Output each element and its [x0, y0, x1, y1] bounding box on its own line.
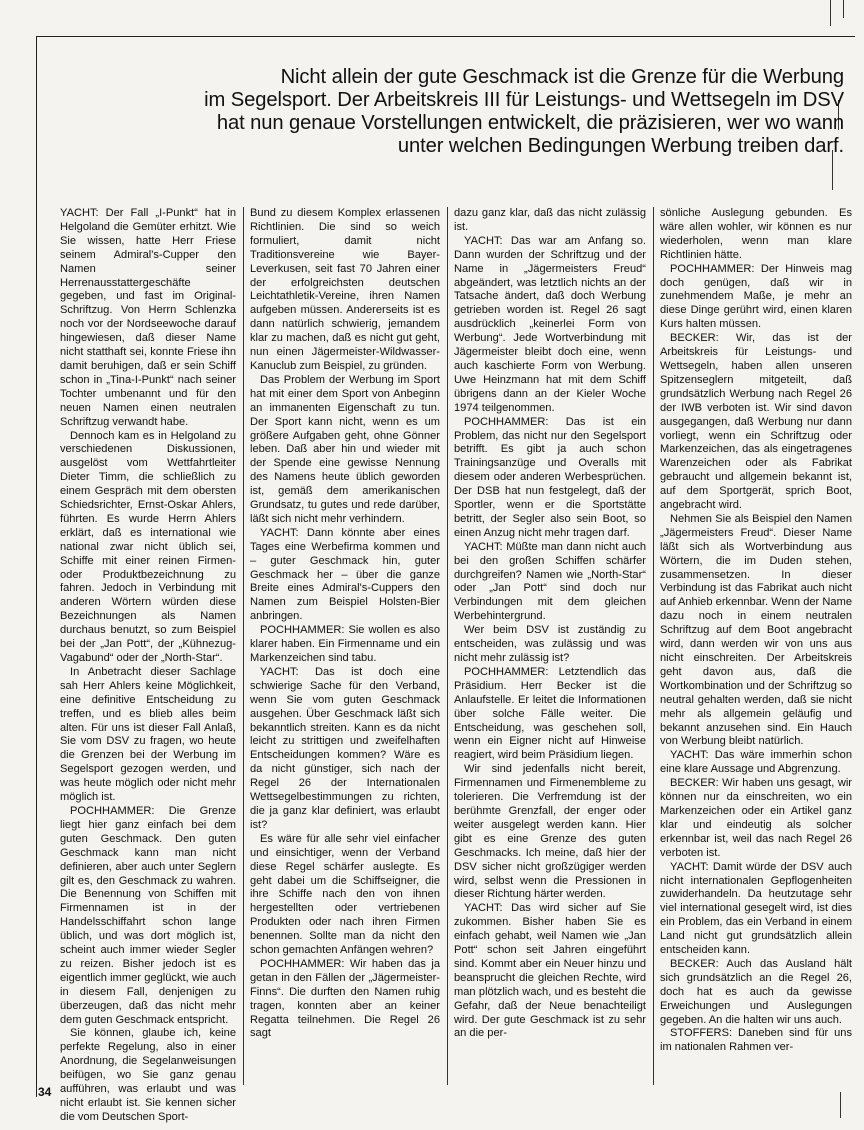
paragraph: Wir sind jedenfalls nicht bereit, Firmennamen und Firmenembleme zu tolerieren. Die Verfremdung ist der berühmte Grenzfall, der enger oder weiter ausgelegt werden kann. Hier gibt es eine Grenze des guten Geschmacks. Ich meine, daß hier der DSV sicher nicht großzügiger werden wird, selbst wenn die Pressionen in dieser Richtung härter werden. [454, 763, 646, 901]
paragraph: YACHT: Das wäre immerhin schon eine klare Aussage und Abgrenzung. [660, 749, 852, 776]
paragraph: Nehmen Sie als Beispiel den Namen „Jägermeisters Freud“. Dieser Name läßt sich als Wortverbindung aus Wörtern, die im Duden stehen, zusammensetzen. In dieser Verbindung ist das Fabrikat auch nicht auf Anhieb erkennbar. Wenn der Name dazu noch in einem neutralen Schriftzug auf dem Boot angebracht wird, dann werden wir von uns aus nicht einschreiten. Der Arbeitskreis geht davon aus, daß die Wortkombination und der Schriftzug so neutral gehalten werden, daß sie nicht mehr als allgemein geläufig und bekannt anzusehen sind. Ein Hauch von Werbung bleibt natürlich. [660, 512, 852, 748]
text-column-4 [660, 207, 852, 1125]
paragraph: POCHHAMMER: Sie wollen es also klarer haben. Ein Firmenname und ein Markenzeichen sind tabu. [250, 624, 440, 664]
paragraph: Das Problem der Werbung im Sport hat mit einer dem Sport von Anbeginn an immanenten Eigenschaft zu tun. Der Sport kann nicht, wenn es um größere Aufgaben geht, ohne Gönner leben. Daß aber hin und wieder mit der Spende eine gewisse Nennung des Namens heute üblich geworden ist, gemäß dem amerikanischen Grundsatz, tu gutes und rede darüber, läßt sich nicht mehr verhindern. [250, 373, 440, 525]
paragraph: POCHHAMMER: Wir haben das ja getan in den Fällen der „Jägermeister-Finns“. Die durften den Namen ruhig tragen, konnten aber an keiner Regatta teilnehmen. Die Regel 26 sagt [250, 957, 440, 1040]
paragraph: In Anbetracht dieser Sachlage sah Herr Ahlers keine Möglichkeit, eine definitive Entscheidung zu treffen, und es blieb alles beim alten. Für uns ist dieser Fall Anlaß, Sie vom DSV zu fragen, wo heute die Grenzen bei der Werbung im Segelsport gezogen werden, und was heute möglich oder nicht mehr möglich ist. [60, 665, 236, 804]
paragraph: YACHT: Damit würde der DSV auch nicht internationalen Gepflogenheiten zuwiderhandeln. Da heutzutage sehr viel international gesegelt wird, ist dies ein Problem, das ein Verband in einem Land nicht gut grundsätzlich allein entscheiden kann. [660, 860, 852, 957]
text-column-2 [250, 207, 440, 1125]
paragraph: Bund zu diesem Komplex erlassenen Richtlinien. Die sind so weich formuliert, damit nicht Traditionsvereine wie Bayer-Leverkusen, seit fast 70 Jahren einer der erfolgreichsten deutschen Leichtathletik-Vereine, ihren Namen aufgeben müssen. Andererseits ist es dann natürlich schwierig, jemandem klar zu machen, daß es nicht gut geht, nun einen Jägermeister-Wildwasser-Kanuclub zum Beispiel, zu gründen. [250, 207, 440, 372]
paragraph: Wer beim DSV ist zuständig zu entscheiden, was zulässig und was nicht mehr zulässig ist? [454, 624, 646, 664]
text-column-1 [60, 207, 236, 1125]
article-deck [104, 66, 844, 158]
paragraph: STOFFERS: Daneben sind für uns im nationalen Rahmen ver- [660, 1027, 852, 1054]
article-body [60, 207, 852, 1123]
deck-line: Nicht allein der gute Geschmack ist die Grenze für die Werbung [280, 66, 844, 88]
paragraph: YACHT: Das ist doch eine schwierige Sache für den Verband, wenn Sie vom guten Geschmack ausgehen. Über Geschmack läßt sich bekanntlich streiten. Kann es da nicht leicht zu strittigen und zweifelhaften Entscheidungen kommen? Wäre es da nicht günstiger, sich nach der Regel 26 der Internationalen Wettsegelbestimmungen zu richten, die ja ganz klar definiert, was erlaubt ist? [250, 665, 440, 831]
paragraph: BECKER: Wir, das ist der Arbeitskreis für Leistungs- und Wettsegeln, haben allen unseren Spitzenseglern mitgeteilt, daß grundsätzlich Werbung nach Regel 26 der IWB verboten ist. Wir sind davon ausgegangen, daß Werbung nur dann vorliegt, wenn ein Schriftzug oder Markenzeichen, das als eingetragenes Warenzeichen oder als Fabrikat gebraucht und allgemein bekannt ist, auf dem Sportgerät, sprich Boot, angebracht wird. [660, 332, 852, 512]
paragraph: Dennoch kam es in Helgoland zu verschiedenen Diskussionen, ausgelöst vom Wettfahrtleiter Dieter Timm, die schließlich zu einem Gespräch mit dem obersten Schiedsrichter, Ernst-Oskar Ahlers, führten. Es wurde Herrn Ahlers erklärt, daß es international wie national zwar nicht üblich sei, Schiffe mit einer reinen Firmen- oder Produktbezeichnung zu fahren. Jedoch in Verbindung mit anderen Wörtern würden diese Bezeichnungen als Namen durchaus benutzt, so zum Beispiel bei der „Jan Pott“, der „Kühnezug-Vagabund“ oder der „North-Star“. [60, 429, 236, 664]
deck-line: hat nun genaue Vorstellungen entwickelt, die präzisieren, wer wo wann [216, 112, 844, 134]
paragraph: BECKER: Wir haben uns gesagt, wir können nur da einschreiten, wo ein Markenzeichen oder ein Artikel ganz klar und eindeutig als solcher erkennbar ist, weil das nach Regel 26 verboten ist. [660, 777, 852, 859]
paragraph: POCHHAMMER: Die Grenze liegt hier ganz einfach bei dem guten Geschmack. Den guten Geschmack kann man nicht definieren, aber auch unter Seglern gilt es, den Geschmack zu wahren. Die Benennung von Schiffen mit Firmennamen ist in der Handelsschiffahrt schon lange üblich, und was dort möglich ist, scheint auch immer wieder Segler zu reizen. Bisher jedoch ist es eigentlich immer geglückt, wie auch in diesem Fall, denjenigen zu überzeugen, daß das nicht mehr dem guten Geschmack entspricht. [60, 804, 236, 1026]
paragraph: POCHHAMMER: Das ist ein Problem, das nicht nur den Segelsport betrifft. Es gibt ja auch schon Trainingsanzüge und Overalls mit diesem oder anderen Werbesprüchen. Der DSB hat nun festgelegt, daß der Sportler, wenn er die Sportstätte betritt, der Segler also sein Boot, so einen Anzug nicht mehr tragen darf. [454, 415, 646, 539]
paragraph: YACHT: Dann könnte aber eines Tages eine Werbefirma kommen und – guter Geschmack hin, guter Geschmack her – über die ganze Breite eines Admiral's-Cuppers den Namen zum Beispiel Holsten-Bier anbringen. [250, 526, 440, 623]
paragraph: BECKER: Auch das Ausland hält sich grundsätzlich an die Regel 26, doch hat es auch da gewisse Erweichungen und Auslegungen gegeben. An die halten wir uns auch. [660, 957, 852, 1026]
paragraph: YACHT: Der Fall „I-Punkt“ hat in Helgoland die Gemüter erhitzt. Wie Sie wissen, hatte Herr Friese seinem Admiral's-Cupper den Namen seiner Herrenausstattergeschäfte gegeben, und fast im Original-Schriftzug. Von Herrn Schlenzka noch vor der Nordseewoche darauf hingewiesen, daß dieser Name nicht statthaft sei, konnte Friese ihn damit beruhigen, daß er sein Schiff schon in „Tina-I-Punkt“ nach seiner Tochter umbenannt und für den neuen Namen einen neutralen Schriftzug verwandt habe. [60, 207, 236, 428]
paragraph: dazu ganz klar, daß das nicht zulässig ist. [454, 207, 646, 233]
column-rule [447, 207, 448, 1085]
column-rule [653, 207, 654, 1085]
paragraph: YACHT: Das war am Anfang so. Dann wurden der Schriftzug und der Name in „Jägermeisters Freud“ abgeändert, was letztlich nichts an der Tatsache ändert, daß doch Werbung getrieben worden ist. Regel 26 sagt ausdrücklich „keinerlei Form von Werbung“. Jede Wortverbindung mit Jägermeister bleibt doch eine, wenn auch kaschierte Form von Werbung. Uwe Heinzmann hat mit dem Schiff übrigens dann an der Kieler Woche 1974 teilgenommen. [454, 234, 646, 414]
deck-line: im Segelsport. Der Arbeitskreis III für Leistungs- und Wettsegeln im DSV [204, 89, 844, 111]
margin-mark [843, 0, 844, 18]
margin-mark [830, 0, 831, 26]
page-number: 34 [38, 1085, 52, 1099]
deck-line: unter welchen Bedingungen Werbung treiben darf. [397, 135, 844, 157]
text-column-3 [454, 207, 646, 1125]
paragraph: sönliche Auslegung gebunden. Es wäre allen wohler, wir können es nur wiederholen, wenn man klare Richtlinien hätte. [660, 207, 852, 261]
paragraph: POCHHAMMER: Der Hinweis mag doch genügen, daß wir in zunehmendem Maße, je mehr an diese Dinge gerührt wird, einen klaren Kurs halten müssen. [660, 262, 852, 331]
paragraph: Es wäre für alle sehr viel einfacher und einsichtiger, wenn der Verband diese Regel schärfer auslegte. Es geht dabei um die Schiffseigner, die ihre Schiffe nach den von ihnen hergestellten oder vertriebenen Produkten oder nach ihren Firmen benennen. Sollte man da nicht den schon gemachten Anfängen wehren? [250, 832, 440, 957]
paragraph: YACHT: Das wird sicher auf Sie zukommen. Bisher haben Sie es einfach gehabt, weil Namen wie „Jan Pott“ schon seit Jahren eingeführt sind. Kommt aber ein Neuer hinzu und beansprucht die gleichen Rechte, wird man plötzlich wach, und es besteht die Gefahr, daß der Neue benachteiligt wird. Der gute Geschmack ist zu sehr an die per- [454, 902, 646, 1040]
column-rule [243, 207, 244, 1085]
paragraph: Sie können, glaube ich, keine perfekte Regelung, also in einer Anordnung, die Segelanweisungen beifügen, wo Sie ganz genau aufführen, was erlaubt und was nicht erlaubt ist. Sie kennen sicher die vom Deutschen Sport- [60, 1027, 236, 1123]
paragraph: POCHHAMMER: Letztendlich das Präsidium. Herr Becker ist die Anlaufstelle. Er leitet die Informationen über solche Fälle weiter. Die Entscheidung, was geschehen soll, wenn ein Eigner nicht auf Hinweise reagiert, wird beim Präsidium liegen. [454, 665, 646, 762]
paragraph: YACHT: Müßte man dann nicht auch bei den großen Schiffen schärfer durchgreifen? Namen wie „North-Star“ oder „Jan Pott“ sind doch nur Verbindungen mit dem gleichen Werbehintergrund. [454, 540, 646, 623]
